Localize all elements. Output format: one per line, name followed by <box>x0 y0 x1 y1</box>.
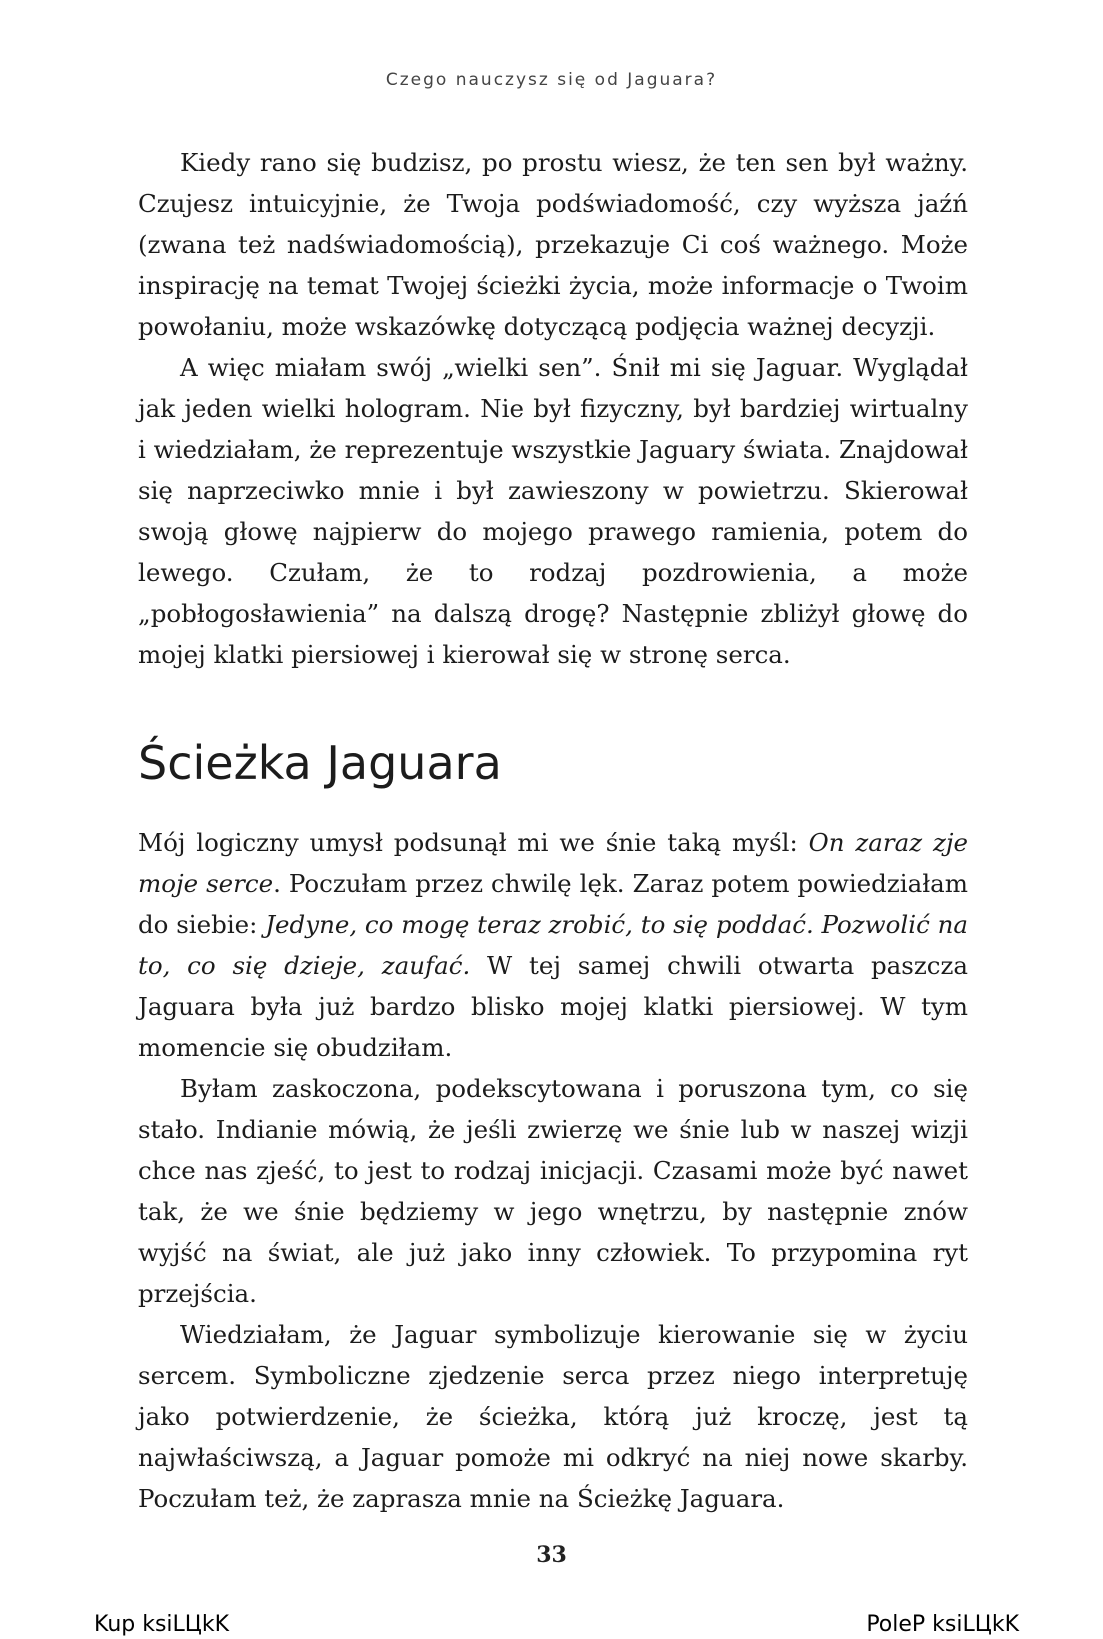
section-heading: Ścieżka Jaguara <box>138 736 502 790</box>
section-1-body <box>138 142 968 675</box>
italic-run: On zaraz zje moje serce <box>138 828 968 898</box>
footer-link-recommend[interactable]: PoleP ksiLЦkK <box>866 1612 1019 1637</box>
italic-run: Jedyne, co mogę teraz zrobić, to się poddać. Pozwolić na to, co się dzieje, zaufać. <box>138 910 968 980</box>
running-head: Czego nauczysz się od Jaguara? <box>385 70 718 90</box>
paragraph: Wiedziałam, że Jaguar symbolizuje kierowanie się w życiu sercem. Symboliczne zjedzenie serca przez niego interpretuję jako potwierdzenie, że ścieżka, którą już kroczę, jest tą najwłaściwszą, a Jaguar pomoże mi odkryć na niej nowe skarby. Poczułam też, że zaprasza mnie na Ścieżkę Jaguara. <box>138 1320 968 1513</box>
paragraph <box>138 822 968 1068</box>
paragraph: Byłam zaskoczona, podekscytowana i poruszona tym, co się stało. Indianie mówią, że jeśli zwierzę we śnie lub w naszej wizji chce nas zjeść, to jest to rodzaj inicjacji. Czasami może być nawet tak, że we śnie będziemy w jego wnętrzu, by następnie znów wyjść na świat, ale już jako inny człowiek. To przypomina ryt przejścia. <box>138 1074 968 1308</box>
text-run: . Poczułam przez chwilę lęk. Zaraz potem powiedziałam do siebie: <box>138 869 968 939</box>
paragraph: A więc miałam swój „wielki sen”. Śnił mi się Jaguar. Wyglądał jak jeden wielki hologram. Nie był fizyczny, był bardziej wirtualny i wiedziałam, że reprezentuje wszystkie Jaguary świata. Znajdował się naprzeciwko mnie i był zawieszony w powietrzu. Skierował swoją głowę najpierw do mojego prawego ramienia, potem do lewego. Czułam, że to rodzaj pozdrowienia, a może „pobłogosławienia” na dalszą drogę? Następnie zbliżył głowę do mojej klatki piersiowej i kierował się w stronę serca. <box>138 353 968 669</box>
text-run: W tej samej chwili otwarta paszcza Jaguara była już bardzo blisko mojej klatki piersiowej. W tym momencie się obudziłam. <box>138 951 968 1062</box>
text-run: Mój logiczny umysł podsunął mi we śnie taką myśl: <box>138 828 809 857</box>
footer-link-buy[interactable]: Kup ksiLЦkK <box>94 1612 230 1637</box>
paragraph: Kiedy rano się budzisz, po prostu wiesz, że ten sen był ważny. Czujesz intuicyjnie, że Twoja podświadomość, czy wyższa jaźń (zwana też nadświadomością), przekazuje Ci coś ważnego. Może inspirację na temat Twojej ścieżki życia, może informacje o Twoim powołaniu, może wskazówkę dotyczącą podjęcia ważnej decyzji. <box>138 148 968 341</box>
section-2-body <box>138 822 968 1519</box>
page-number: 33 <box>536 1542 567 1568</box>
